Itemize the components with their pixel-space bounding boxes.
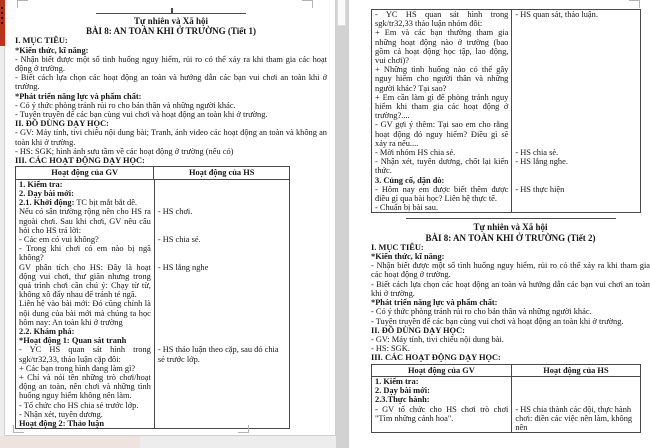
gv-cell: - Tổ chức cho HS chia sẻ trước lớp. <box>19 400 139 410</box>
table-row <box>372 395 640 404</box>
section-heading-hoat-dong: III. CÁC HOẠT ĐỘNG DẠY HỌC: <box>15 156 145 166</box>
page-gap <box>336 0 348 448</box>
section-heading-do-dung: II. ĐỒ DÙNG DẠY HỌC: <box>15 119 109 129</box>
objective-item: - Biết cách lựa chọn các hoạt động an toàn và hướng dẫn các bạn vui chơi an toàn khi ở trường. <box>371 279 650 298</box>
hs-cell <box>154 373 289 401</box>
gv-cell: Hoạt động 2: Thảo luận <box>19 419 105 429</box>
gv-cell: 2.1. Khởi động: TC bịt mắt bắt dê. <box>19 198 138 208</box>
header-divider-tick <box>171 8 173 14</box>
crop-mark <box>13 425 24 433</box>
hs-cell <box>154 419 289 428</box>
gv-cell: 2. Dạy bài mới: <box>19 188 74 198</box>
hs-cell <box>511 93 640 121</box>
gv-cell: + Em và các bạn thường tham gia những hoạt động nào ở trường (bao gồm cả hoạt động học tập, lao động, vui chơi)? <box>375 28 509 66</box>
table-row <box>16 235 289 244</box>
section-heading-kien-thuc: *Kiến thức, kĩ năng: <box>15 45 89 55</box>
hs-cell <box>511 176 640 185</box>
lesson-title: BÀI 8: AN TOÀN KHI Ở TRƯỜNG (Tiết 1) <box>85 26 256 37</box>
hs-cell <box>154 299 289 327</box>
hs-cell: - HS chia sẻ. <box>154 235 289 244</box>
table-row <box>372 386 640 395</box>
gv-cell: - Trong khi chơi có em nào bị ngã không? <box>19 244 151 263</box>
header-divider <box>96 13 246 14</box>
hs-cell <box>511 65 640 93</box>
table-row <box>16 336 289 345</box>
objective-item: - Tuyên truyền để các bạn cùng vui chơi và hoạt động an toàn khi ở trường. <box>15 110 268 120</box>
background-tint <box>0 436 140 448</box>
table-row <box>16 327 289 336</box>
table-row <box>372 93 640 121</box>
gv-cell: *Hoạt động 1: Quan sát tranh <box>19 336 127 346</box>
drag-handle[interactable] <box>0 0 5 46</box>
table-row <box>372 203 640 212</box>
section-heading-muc-tieu: I. MỤC TIÊU: <box>371 242 424 252</box>
table-row <box>16 189 289 198</box>
subject-line: Tự nhiên và Xã hội <box>473 222 548 233</box>
objective-item: - Có ý thức phòng tránh rủi ro cho bản thân và những người khác. <box>371 307 592 317</box>
hs-cell <box>154 364 289 373</box>
section-heading-muc-tieu: I. MỤC TIÊU: <box>15 36 68 46</box>
col-header-gv: Hoạt động của GV <box>408 365 475 375</box>
gv-cell: - Các em có vui không? <box>19 234 99 244</box>
table-row <box>16 198 289 207</box>
table-row <box>372 65 640 93</box>
material-item: - GV: Máy tính, tivi chiếu nội dung bài; Tranh, ảnh video các hoạt động an toàn và không an toàn khi ở trường. <box>15 128 327 147</box>
hs-cell <box>154 180 289 189</box>
table-row <box>372 148 640 157</box>
objective-item: - Có ý thức phòng tránh rủi ro cho bản thân và những người khác. <box>15 100 236 110</box>
table-row <box>16 180 289 189</box>
hs-cell: - HS quan sát, thảo luận. <box>511 10 640 28</box>
gv-cell: - Nhận xét, tuyên dương. <box>19 409 103 419</box>
section-heading-hoat-dong: III. CÁC HOẠT ĐỘNG DẠY HỌC: <box>371 353 501 363</box>
hs-cell: - HS lắng nghe. <box>511 157 640 175</box>
activities-table-continued <box>371 9 641 213</box>
section-heading-kien-thuc: *Kiến thức, kĩ năng: <box>371 252 445 262</box>
hs-cell <box>511 377 640 386</box>
table-row <box>16 244 289 262</box>
gv-cell: + Em cần làm gì để phòng tránh nguy hiểm khi tham gia các hoạt động ở trường?.... <box>375 92 509 121</box>
gv-cell: 2.3.Thực hành: <box>375 395 430 405</box>
hs-cell <box>511 28 640 65</box>
table-row <box>372 185 640 203</box>
gv-cell: Nếu có sân trường rộng nên cho HS ra ngoài chơi. Sau khi chơi, GV nêu câu hỏi cho HS trả lời: <box>19 207 151 235</box>
gv-cell: 2.2. Khám phá: <box>19 327 75 336</box>
gv-cell: GV phân tích cho HS: Đây là hoạt động vui chơi, thư giãn nhưng trong quá trình chơi cần chú ý: Chạy từ từ, không xô đẩy nhau để tránh té ngã. <box>19 262 151 300</box>
gv-cell: + Chỉ và nói tên những trò chơi/hoạt động an toàn, nên chơi và những tình huống nguy hiểm không nên làm. <box>19 373 151 401</box>
gv-cell: - Hôm nay em được biết thêm được điều gì qua bài học? Liên hệ thực tế. <box>375 184 509 204</box>
subject-line: Tự nhiên và Xã hội <box>134 16 208 26</box>
section-heading-phat-trien: *Phát triển năng lực và phẩm chất: <box>371 298 498 308</box>
hs-cell <box>511 386 640 395</box>
gv-cell: - Mời nhóm HS chia sẻ. <box>375 148 456 158</box>
crop-mark <box>238 425 249 433</box>
hs-cell <box>511 120 640 148</box>
table-row <box>16 373 289 401</box>
crop-mark <box>629 0 640 8</box>
table-row <box>372 120 640 148</box>
hs-cell <box>511 395 640 404</box>
objective-item: - Nhận biết được một số tình huống nguy hiểm, rủi ro có thể xảy ra khi tham gia các hoạt động ở trường. <box>15 54 327 74</box>
hs-cell: - HS thực hiện <box>511 185 640 203</box>
table-row <box>16 410 289 419</box>
objective-item: - Biết cách lựa chọn các hoạt động an toàn và hướng dẫn các bạn vui chơi an toàn khi ở trường. <box>15 73 327 92</box>
hs-cell <box>154 327 289 336</box>
lesson-title: BÀI 8: AN TOÀN KHI Ở TRƯỜNG (Tiết 2) <box>425 232 596 243</box>
table-row <box>372 157 640 175</box>
hs-cell <box>154 401 289 410</box>
table-row <box>16 207 289 235</box>
material-item: - GV: Máy tính, tivi chiếu nội dung bài. <box>371 334 504 344</box>
hs-cell: - HS thảo luận theo cặp, sau đó chia sẻ trước lớp. <box>154 345 289 363</box>
table-row <box>16 401 289 410</box>
gv-cell: + Những tình huống nào có thể gây nguy hiểm cho người thân và những người khác? Tại sao? <box>375 65 509 93</box>
objective-item: - Tuyên truyền để các bạn cùng vui chơi và hoạt động an toàn khi ở trường. <box>371 316 624 326</box>
hs-cell <box>154 198 289 207</box>
crop-mark <box>302 0 313 8</box>
table-body <box>372 377 640 432</box>
table-row <box>372 405 640 433</box>
crop-mark <box>17 0 28 8</box>
hs-cell: - HS lắng nghe <box>154 263 289 300</box>
material-item: - HS: SGK; hình ảnh sưu tầm về các hoạt động ở trường (nếu có) <box>15 146 234 156</box>
objective-item: - Nhận biết được một số tình huống nguy hiểm, rủi ro có thể xảy ra khi tham gia các hoạt động ở trường. <box>371 261 650 280</box>
table-row <box>372 176 640 185</box>
gv-cell: 3. Củng cố, dặn dò: <box>375 175 445 185</box>
col-header-hs: Hoạt động của HS <box>153 167 289 179</box>
hs-cell <box>154 336 289 345</box>
section-heading-do-dung: II. ĐỒ DÙNG DẠY HỌC: <box>371 325 465 335</box>
hs-cell: - HS chơi. <box>154 207 289 235</box>
gv-cell: - YC HS quan sát hình trong sgk/tr32,33, thảo luận cặp đôi: <box>19 345 151 364</box>
table-row <box>372 28 640 65</box>
hs-cell: - HS chia thành các đội, thực hành chơi: điền các việc nên làm, không nên <box>511 405 640 433</box>
gv-cell: - Chuẩn bị bài sau. <box>375 203 439 213</box>
activities-table-1 <box>15 166 290 429</box>
gv-cell: 1. Kiểm tra: <box>19 179 63 189</box>
page-2 <box>348 0 650 448</box>
gap-notch <box>337 0 346 26</box>
table-row <box>16 299 289 327</box>
table-row <box>372 10 640 28</box>
activities-table-2 <box>371 364 641 434</box>
section-divider <box>406 218 616 219</box>
gv-cell: - YC HS quan sát hình trong sgk/tr32,33 thảo luận nhóm đôi: <box>375 10 509 29</box>
hs-cell <box>154 410 289 419</box>
table-row <box>372 377 640 386</box>
gv-cell: - GV gợi ý thêm: Tại sao em cho rằng hoạt động đó nguy hiểm? Điều gì sẽ xảy ra nếu.... <box>375 120 509 148</box>
hs-cell <box>154 244 289 262</box>
hs-cell: - HS chia sẻ. <box>511 148 640 157</box>
section-heading-phat-trien: *Phát triển năng lực và phẩm chất: <box>15 91 142 101</box>
table-row <box>16 263 289 300</box>
col-header-gv: Hoạt động của GV <box>51 168 119 178</box>
material-item: - HS: SGK. <box>371 344 410 354</box>
table-body <box>372 10 640 212</box>
gv-cell: + Các bạn trong hình đang làm gì? <box>19 363 136 373</box>
col-header-hs: Hoạt động của HS <box>511 365 640 377</box>
table-body <box>16 180 289 428</box>
gv-cell: Liên hệ vào bài mới: Đó cũng chính là nội dung của bài mới mà chúng ta học hôm nay: An toàn khi ở trường <box>19 299 151 327</box>
table-row <box>16 364 289 373</box>
table-row <box>16 345 289 363</box>
drag-handle-dots-icon <box>1 7 3 9</box>
gv-cell: - Nhận xét, tuyên dương, chốt lại kiến thức. <box>375 157 509 176</box>
table-header <box>16 167 289 180</box>
page-1 <box>4 0 336 436</box>
gv-cell: 2. Dạy bài mới: <box>375 386 430 396</box>
hs-cell <box>511 203 640 212</box>
table-header <box>372 365 640 378</box>
gv-cell: - GV tổ chức cho HS chơi trò chơi "Tìm những cánh hoa". <box>375 404 509 423</box>
hs-cell <box>154 189 289 198</box>
gv-cell: 1. Kiểm tra: <box>375 377 419 387</box>
